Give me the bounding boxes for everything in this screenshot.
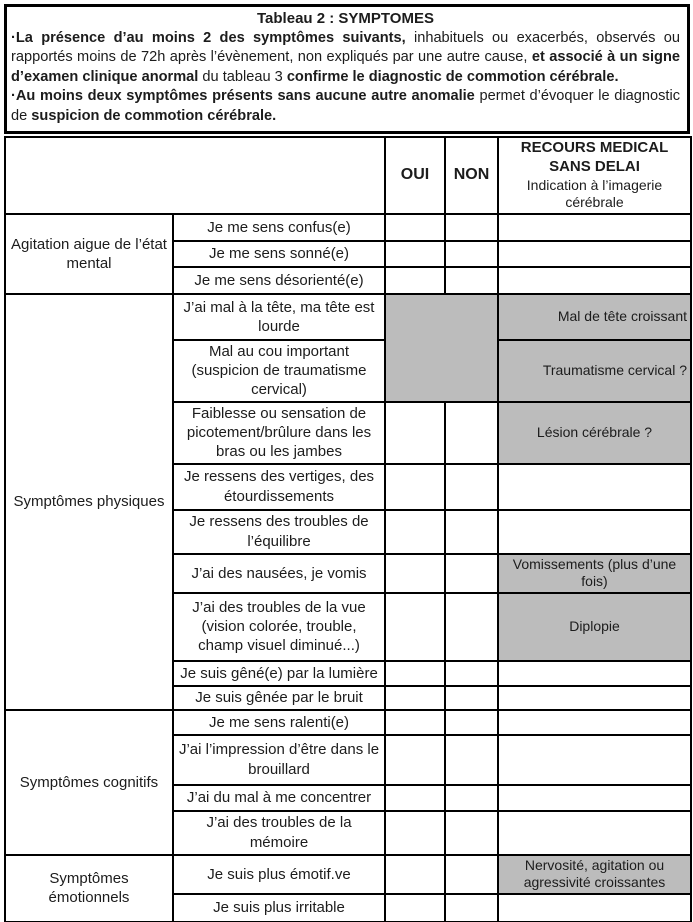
note-cell: [498, 464, 691, 510]
note-cell: Traumatisme cervical ?: [498, 340, 691, 402]
non-cell: [445, 402, 498, 464]
symptoms-table: [4, 136, 692, 922]
non-cell: [445, 735, 498, 785]
table-header-row: [5, 137, 691, 214]
note-cell: Lésion cérébrale ?: [498, 402, 691, 464]
symptom-cell: Je me sens ralenti(e): [173, 710, 385, 735]
non-cell: [445, 241, 498, 267]
symptom-cell: J’ai des troubles de la vue (vision colorée, trouble, champ visuel diminué...): [173, 593, 385, 661]
note-cell: Nervosité, agitation ou agressivité croissantes: [498, 855, 691, 894]
symptom-cell: Je suis plus émotif.ve: [173, 855, 385, 894]
category-cell: Agitation aigue de l’état mental: [5, 214, 173, 294]
text-segment: confirme le diagnostic de commotion cérébrale.: [286, 68, 619, 85]
note-cell: Vomissements (plus d’une fois): [498, 554, 691, 593]
symptom-cell: Je me sens désorienté(e): [173, 267, 385, 294]
oui-cell: [385, 811, 445, 855]
symptom-cell: Je me sens sonné(e): [173, 241, 385, 267]
text-segment: La présence d’au moins 2 des symptômes suivants,: [15, 30, 406, 46]
intro-box: [4, 4, 690, 134]
non-cell: [445, 811, 498, 855]
non-cell: [445, 554, 498, 593]
oui-cell: [385, 735, 445, 785]
oui-cell: [385, 510, 445, 554]
symptom-cell: Je suis plus irritable: [173, 894, 385, 922]
oui-cell: [385, 214, 445, 241]
non-cell: [445, 855, 498, 894]
non-cell: [445, 710, 498, 735]
note-cell: [498, 510, 691, 554]
non-cell: [445, 593, 498, 661]
oui-cell: [385, 464, 445, 510]
text-segment: inhabituels ou exacerbés, observés ou rapportés moins de 72h après l’évènement, non expliqués par une autre cause,: [11, 30, 680, 66]
intro-paragraph-1: [11, 29, 680, 87]
symptom-cell: Faiblesse ou sensation de picotement/brûlure dans les bras ou les jambes: [173, 402, 385, 464]
note-cell: Diplopie: [498, 593, 691, 661]
note-cell: [498, 710, 691, 735]
oui-cell: [385, 661, 445, 686]
symptom-cell: J’ai l’impression d’être dans le brouillard: [173, 735, 385, 785]
note-cell: [498, 811, 691, 855]
text-segment: du tableau 3: [198, 68, 287, 85]
table-row: [5, 710, 691, 735]
oui-cell: [385, 241, 445, 267]
intro-paragraph-2: [11, 87, 680, 126]
table-row: [5, 214, 691, 241]
note-cell: Mal de tête croissant: [498, 294, 691, 340]
non-cell: [445, 686, 498, 710]
symptom-cell: J’ai des troubles de la mémoire: [173, 811, 385, 855]
table-title: Tableau 2 : SYMPTOMES: [257, 10, 434, 27]
oui-cell: [385, 855, 445, 894]
text-segment: et associé à un signe d’examen clinique anormal: [11, 49, 681, 85]
oui-cell: [385, 686, 445, 710]
oui-cell: [385, 785, 445, 811]
symptom-cell: Je suis gêné(e) par la lumière: [173, 661, 385, 686]
text-segment: permet d’évoquer le diagnostic de: [11, 88, 680, 124]
header-recours: [498, 137, 691, 214]
note-cell: [498, 735, 691, 785]
category-cell: Symptômes cognitifs: [5, 710, 173, 855]
symptom-cell: Je ressens des vertiges, des étourdissements: [173, 464, 385, 510]
oui-cell: [385, 402, 445, 464]
text-segment: ·: [11, 88, 16, 105]
symptom-cell: J’ai mal à la tête, ma tête est lourde: [173, 294, 385, 340]
recours-subtitle: Indication à l’imagerie cérébrale: [526, 176, 663, 211]
non-cell: [445, 214, 498, 241]
oui-cell: [385, 267, 445, 294]
oui-cell: [385, 554, 445, 593]
ouinon-merged-cell: [385, 294, 498, 402]
note-cell: [498, 785, 691, 811]
non-cell: [445, 267, 498, 294]
symptom-cell: Je me sens confus(e): [173, 214, 385, 241]
header-oui: OUI: [385, 137, 445, 214]
text-segment: Au moins deux symptômes présents sans aucune autre anomalie: [15, 88, 475, 105]
symptom-cell: J’ai des nausées, je vomis: [173, 554, 385, 593]
symptom-cell: Je ressens des troubles de l’équilibre: [173, 510, 385, 554]
oui-cell: [385, 894, 445, 922]
symptom-cell: J’ai du mal à me concentrer: [173, 785, 385, 811]
note-cell: [498, 894, 691, 922]
table-row: [5, 294, 691, 340]
header-non: NON: [445, 137, 498, 214]
category-cell: Symptômes émotionnels: [5, 855, 173, 922]
text-segment: ·: [11, 30, 16, 46]
category-cell: Symptômes physiques: [5, 294, 173, 710]
non-cell: [445, 510, 498, 554]
recours-title: RECOURS MEDICAL SANS DELAI: [520, 139, 669, 176]
note-cell: [498, 214, 691, 241]
note-cell: [498, 661, 691, 686]
table-row: [5, 855, 691, 894]
non-cell: [445, 785, 498, 811]
symptom-cell: Je suis gênée par le bruit: [173, 686, 385, 710]
text-segment: suspicion de commotion cérébrale.: [31, 107, 277, 124]
oui-cell: [385, 593, 445, 661]
non-cell: [445, 894, 498, 922]
header-empty-cell: [5, 137, 385, 214]
note-cell: [498, 686, 691, 710]
non-cell: [445, 661, 498, 686]
note-cell: [498, 241, 691, 267]
symptom-cell: Mal au cou important (suspicion de traumatisme cervical): [173, 340, 385, 402]
non-cell: [445, 464, 498, 510]
note-cell: [498, 267, 691, 294]
oui-cell: [385, 710, 445, 735]
